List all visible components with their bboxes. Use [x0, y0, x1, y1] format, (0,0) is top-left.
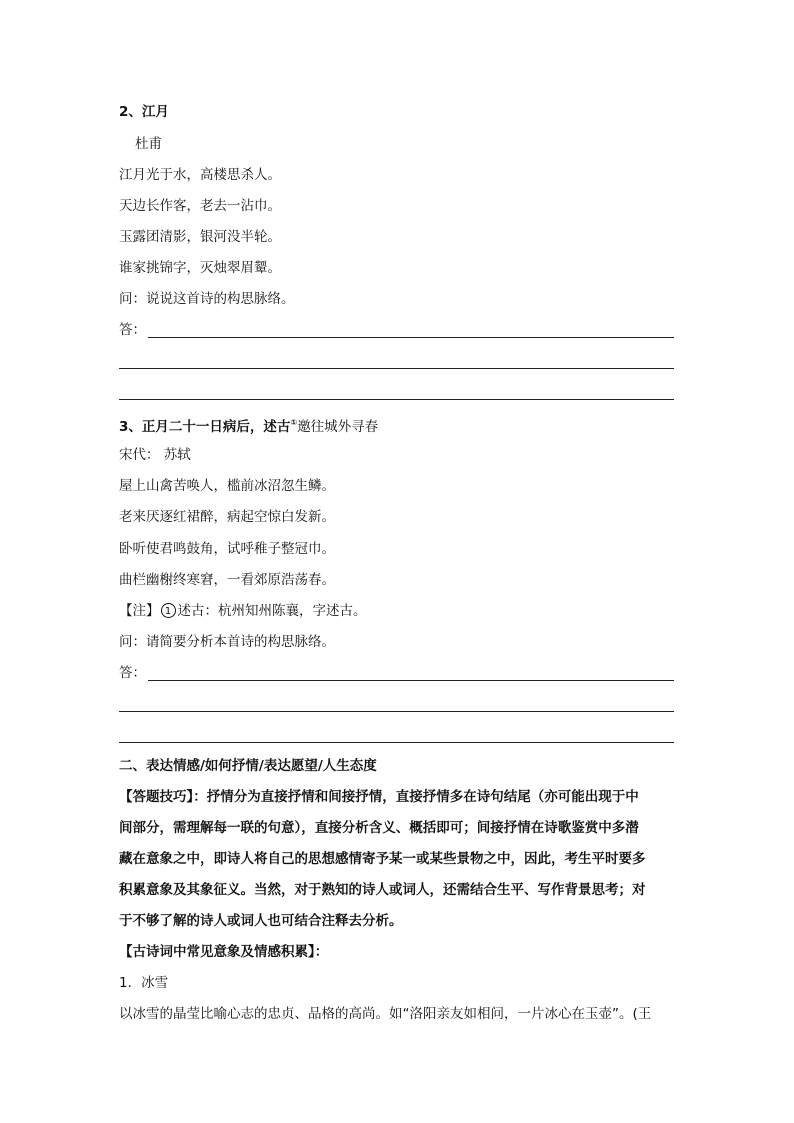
q3-footnote-mark: ①: [290, 418, 298, 427]
q3-poem-line-3: 卧听使君鸣鼓角，试呼稚子整冠巾。: [119, 541, 335, 557]
section2-heading: 二、表达情感/如何抒情/表达愿望/人生态度: [119, 758, 377, 774]
q3-author: 宋代： 苏轼: [119, 447, 191, 463]
q3-note: [119, 602, 367, 620]
q3-answer-label: 答：: [119, 665, 146, 681]
q3-answer-line-1[interactable]: [148, 680, 674, 681]
q3-poem-line-1: 屋上山禽苦唤人，槛前冰沼忽生鳞。: [119, 478, 335, 494]
q2-title: 2、江月: [119, 104, 169, 120]
q2-poem-line-4: 谁家挑锦字，灭烛翠眉颦。: [119, 260, 281, 276]
item1-title: 1．冰雪: [119, 975, 169, 991]
tip-line-4: 积累意象及其象征义。当然，对于熟知的诗人或词人，还需结合生平、写作背景思考；对: [119, 882, 646, 898]
q2-author: 杜甫: [135, 136, 162, 152]
q2-poem-line-2: 天边长作客，老去一沾巾。: [119, 198, 281, 214]
q3-title: [119, 414, 378, 436]
q3-note-text: 述古：杭州知州陈襄，字述古。: [177, 603, 367, 619]
q3-answer-line-2[interactable]: [119, 711, 674, 712]
tip-line-1: 【答题技巧】：抒情分为直接抒情和间接抒情，直接抒情多在诗句结尾（亦可能出现于中: [119, 789, 639, 805]
q3-answer-line-3[interactable]: [119, 742, 674, 743]
tip-line-2: 间部分，需理解每一联的句意），直接分析含义、概括即可；间接抒情在诗歌鉴赏中多潜: [119, 820, 639, 836]
tip-line-3: 藏在意象之中，即诗人将自己的思想感情寄予某一或某些景物之中，因此，考生平时要多: [119, 851, 646, 867]
q3-title-before: 3、正月二十一日病后，述古: [119, 419, 291, 435]
q3-note-prefix: 【注】: [119, 603, 160, 619]
q2-answer-line-1[interactable]: [148, 337, 674, 338]
tip-line-5: 于不够了解的诗人或词人也可结合注释去分析。: [119, 913, 403, 929]
q3-note-circle: 1: [161, 603, 176, 618]
q2-answer-line-3[interactable]: [119, 399, 674, 400]
q2-answer-line-2[interactable]: [119, 368, 674, 369]
q3-poem-line-2: 老来厌逐红裙醉，病起空惊白发新。: [119, 509, 335, 525]
q3-poem-line-4: 曲栏幽榭终寒窘，一看郊原浩荡春。: [119, 572, 335, 588]
q2-poem-line-3: 玉露团清影，银河没半轮。: [119, 229, 281, 245]
q3-question: 问：请简要分析本首诗的构思脉络。: [119, 634, 335, 650]
accumulation-heading: 【古诗词中常见意象及情感积累】：: [119, 944, 329, 960]
q2-answer-label: 答：: [119, 322, 146, 338]
q2-question: 问：说说这首诗的构思脉络。: [119, 291, 295, 307]
q2-poem-line-1: 江月光于水，高楼思杀人。: [119, 167, 281, 183]
q3-title-after: 邀往城外寻春: [297, 419, 379, 435]
item1-text: 以冰雪的晶莹比喻心志的忠贞、品格的高尚。如“洛阳亲友如相问，一片冰心在玉壶”。(王: [119, 1006, 652, 1022]
